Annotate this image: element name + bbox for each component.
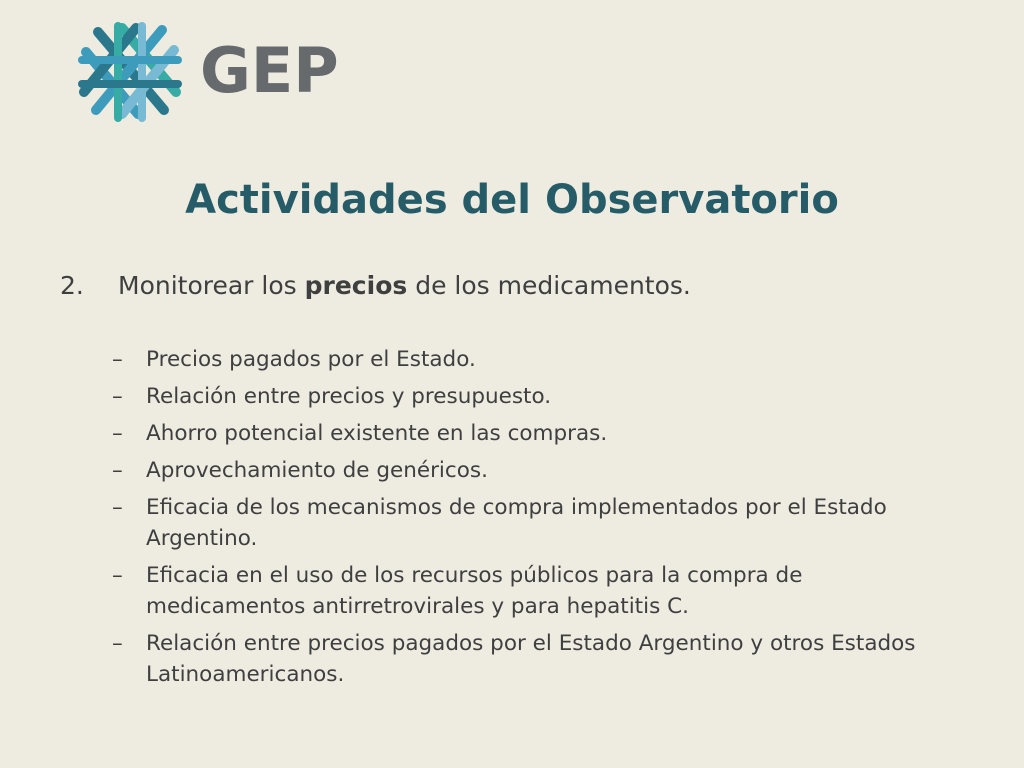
list-item-text: Precios pagados por el Estado. [146, 347, 476, 372]
dash-bullet: – [112, 631, 123, 656]
list-item [112, 628, 962, 690]
list-item-text: Relación entre precios y presupuesto. [146, 384, 552, 409]
dash-bullet: – [112, 563, 123, 588]
dash-bullet: – [112, 347, 123, 372]
gep-logo [78, 22, 368, 122]
dash-bullet: – [112, 495, 123, 520]
list-item [112, 418, 962, 449]
main-point [60, 266, 980, 306]
list-item [112, 381, 962, 412]
dash-bullet: – [112, 458, 123, 483]
main-point-number: 2. [60, 271, 84, 300]
list-item-text: Aprovechamiento de genéricos. [146, 458, 488, 483]
dash-bullet: – [112, 421, 123, 446]
gep-logo-text: GEP [200, 34, 339, 107]
list-item-text: Eficacia de los mecanismos de compra implementados por el Estado Argentino. [146, 495, 887, 551]
list-item [112, 344, 962, 375]
sub-point-list [112, 344, 962, 696]
list-item [112, 455, 962, 486]
main-point-text-after: de los medicamentos. [407, 271, 691, 300]
gep-logo-mark-icon [78, 22, 182, 122]
slide-title: Actividades del Observatorio [185, 177, 839, 223]
dash-bullet: – [112, 384, 123, 409]
main-point-bold-word: precios [304, 271, 408, 300]
main-point-text-before: Monitorear los [118, 271, 305, 300]
list-item-text: Ahorro potencial existente en las compras. [146, 421, 608, 446]
list-item [112, 492, 962, 554]
list-item-text: Relación entre precios pagados por el Estado Argentino y otros Estados Latinoamericanos. [146, 631, 916, 687]
list-item-text: Eficacia en el uso de los recursos públicos para la compra de medicamentos antirretrovirales y para hepatitis C. [146, 563, 803, 619]
list-item [112, 560, 962, 622]
